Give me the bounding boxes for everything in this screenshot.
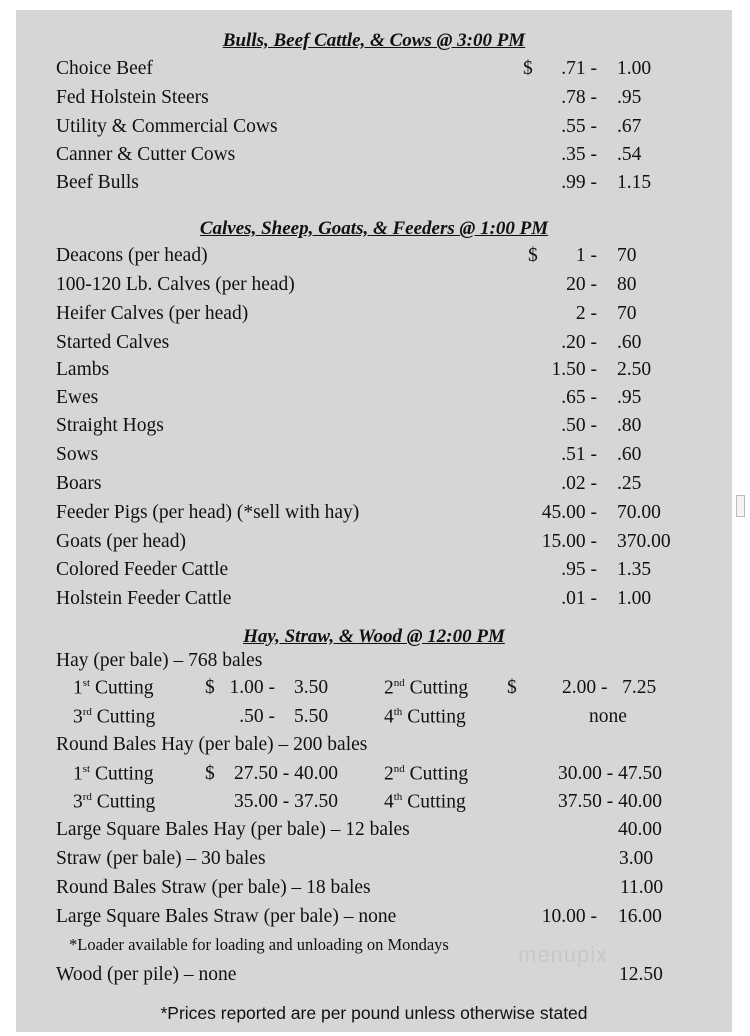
section-heading-hay: Hay, Straw, & Wood @ 12:00 PM — [243, 626, 505, 647]
price-low: 20 - — [566, 274, 597, 295]
row-label: Ewes — [56, 387, 99, 408]
price-low: 10.00 - — [541, 906, 597, 927]
price-low: 1.00 - — [229, 677, 275, 698]
price-low: .50 - — [239, 706, 275, 727]
price-range: 35.00 - 37.50 — [234, 791, 338, 812]
currency-sign: $ — [205, 763, 215, 784]
section-heading-cattle: Bulls, Beef Cattle, & Cows @ 3:00 PM — [222, 30, 526, 51]
row-label: Large Square Bales Hay (per bale) – 12 bales — [56, 819, 410, 840]
price-low: 2 - — [575, 303, 597, 324]
price-range: 27.50 - 40.00 — [234, 763, 338, 784]
price-low: .71 - — [561, 58, 597, 79]
price-high: 70.00 — [617, 502, 661, 523]
price-range: 30.00 - 47.50 — [558, 763, 662, 784]
row-label: Goats (per head) — [56, 531, 186, 552]
row-label: Canner & Cutter Cows — [56, 144, 236, 165]
price-high: 5.50 — [294, 706, 329, 727]
row-label: Started Calves — [56, 332, 170, 353]
price-low: .35 - — [561, 144, 597, 165]
row-label: Utility & Commercial Cows — [56, 116, 278, 137]
price-high: 370.00 — [617, 531, 671, 552]
row-label: Straw (per bale) – 30 bales — [56, 848, 266, 869]
hay-line: Hay (per bale) – 768 bales — [56, 650, 263, 671]
price-low: .55 - — [561, 116, 597, 137]
price-range: 37.50 - 40.00 — [558, 791, 662, 812]
row-label: Holstein Feeder Cattle — [56, 588, 232, 609]
price-high: .25 — [617, 473, 642, 494]
price-high: 2.50 — [617, 359, 652, 380]
cutting-label: 1st Cutting — [73, 677, 154, 699]
row-label: Fed Holstein Steers — [56, 87, 209, 108]
row-label: Straight Hogs — [56, 415, 164, 436]
price-high: .54 — [617, 144, 642, 165]
price-high: .67 — [617, 116, 642, 137]
row-label: 100-120 Lb. Calves (per head) — [56, 274, 295, 295]
currency-sign: $ — [523, 58, 533, 79]
cutting-label: 1st Cutting — [73, 763, 154, 785]
section-heading-calves: Calves, Sheep, Goats, & Feeders @ 1:00 PM — [199, 218, 549, 239]
row-label: Choice Beef — [56, 58, 153, 79]
price-high: 70 — [617, 303, 637, 324]
cutting-label: 4th Cutting — [384, 706, 466, 728]
round-bales-line: Round Bales Hay (per bale) – 200 bales — [56, 734, 368, 755]
price-low: 1 - — [575, 245, 597, 266]
price-low: .95 - — [561, 559, 597, 580]
row-label: Boars — [56, 473, 102, 494]
price-low: .50 - — [561, 415, 597, 436]
cutting-label: 4th Cutting — [384, 791, 466, 813]
row-label: Feeder Pigs (per head) (*sell with hay) — [56, 502, 360, 523]
price-low: .65 - — [561, 387, 597, 408]
price-high: .60 — [617, 444, 642, 465]
currency-sign: $ — [507, 677, 517, 698]
price-high: 1.00 — [617, 588, 652, 609]
currency-sign: $ — [528, 245, 538, 266]
price-low: 15.00 - — [541, 531, 597, 552]
row-label: Large Square Bales Straw (per bale) – none — [56, 906, 397, 927]
price-high: 70 — [617, 245, 637, 266]
price-high: 1.00 — [617, 58, 652, 79]
row-label: Round Bales Straw (per bale) – 18 bales — [56, 877, 371, 898]
price-low: 1.50 - — [551, 359, 597, 380]
price-sheet — [16, 10, 732, 1032]
price-high: 3.50 — [294, 677, 329, 698]
watermark: menupix — [518, 942, 609, 967]
currency-sign: $ — [205, 677, 215, 698]
cutting-label: 2nd Cutting — [384, 763, 469, 785]
price-range: 2.00 - 7.25 — [562, 677, 657, 698]
row-label: Heifer Calves (per head) — [56, 303, 249, 324]
price-high: .60 — [617, 332, 642, 353]
footer-note: *Prices reported are per pound unless otherwise stated — [160, 1003, 588, 1023]
price-low: .02 - — [561, 473, 597, 494]
price-low: .78 - — [561, 87, 597, 108]
cutting-label: 2nd Cutting — [384, 677, 469, 699]
row-label: Wood (per pile) – none — [56, 964, 237, 985]
price-low: .99 - — [561, 172, 597, 193]
row-label: Lambs — [56, 359, 110, 380]
price-high: .95 — [617, 387, 642, 408]
price-low: .51 - — [561, 444, 597, 465]
price-high: 80 — [617, 274, 637, 295]
price-low: 45.00 - — [541, 502, 597, 523]
price-low: .01 - — [561, 588, 597, 609]
price-high: 16.00 — [618, 906, 662, 927]
row-label: Deacons (per head) — [56, 245, 208, 266]
row-label: Sows — [56, 444, 99, 465]
price-low: .20 - — [561, 332, 597, 353]
cutting-label: 3rd Cutting — [73, 706, 156, 728]
price: 40.00 — [618, 819, 662, 840]
price-high: 1.35 — [617, 559, 652, 580]
price-high: 1.15 — [617, 172, 652, 193]
price-high: .80 — [617, 415, 642, 436]
row-label: Beef Bulls — [56, 172, 139, 193]
price-high: .95 — [617, 87, 642, 108]
cutting-label: 3rd Cutting — [73, 791, 156, 813]
price-none: none — [589, 706, 627, 727]
price: 12.50 — [619, 964, 663, 985]
row-label: Colored Feeder Cattle — [56, 559, 229, 580]
loader-note: *Loader available for loading and unloading on Mondays — [69, 935, 449, 954]
price: 3.00 — [619, 848, 654, 869]
price: 11.00 — [620, 877, 664, 898]
page-edge-marker — [736, 495, 745, 517]
